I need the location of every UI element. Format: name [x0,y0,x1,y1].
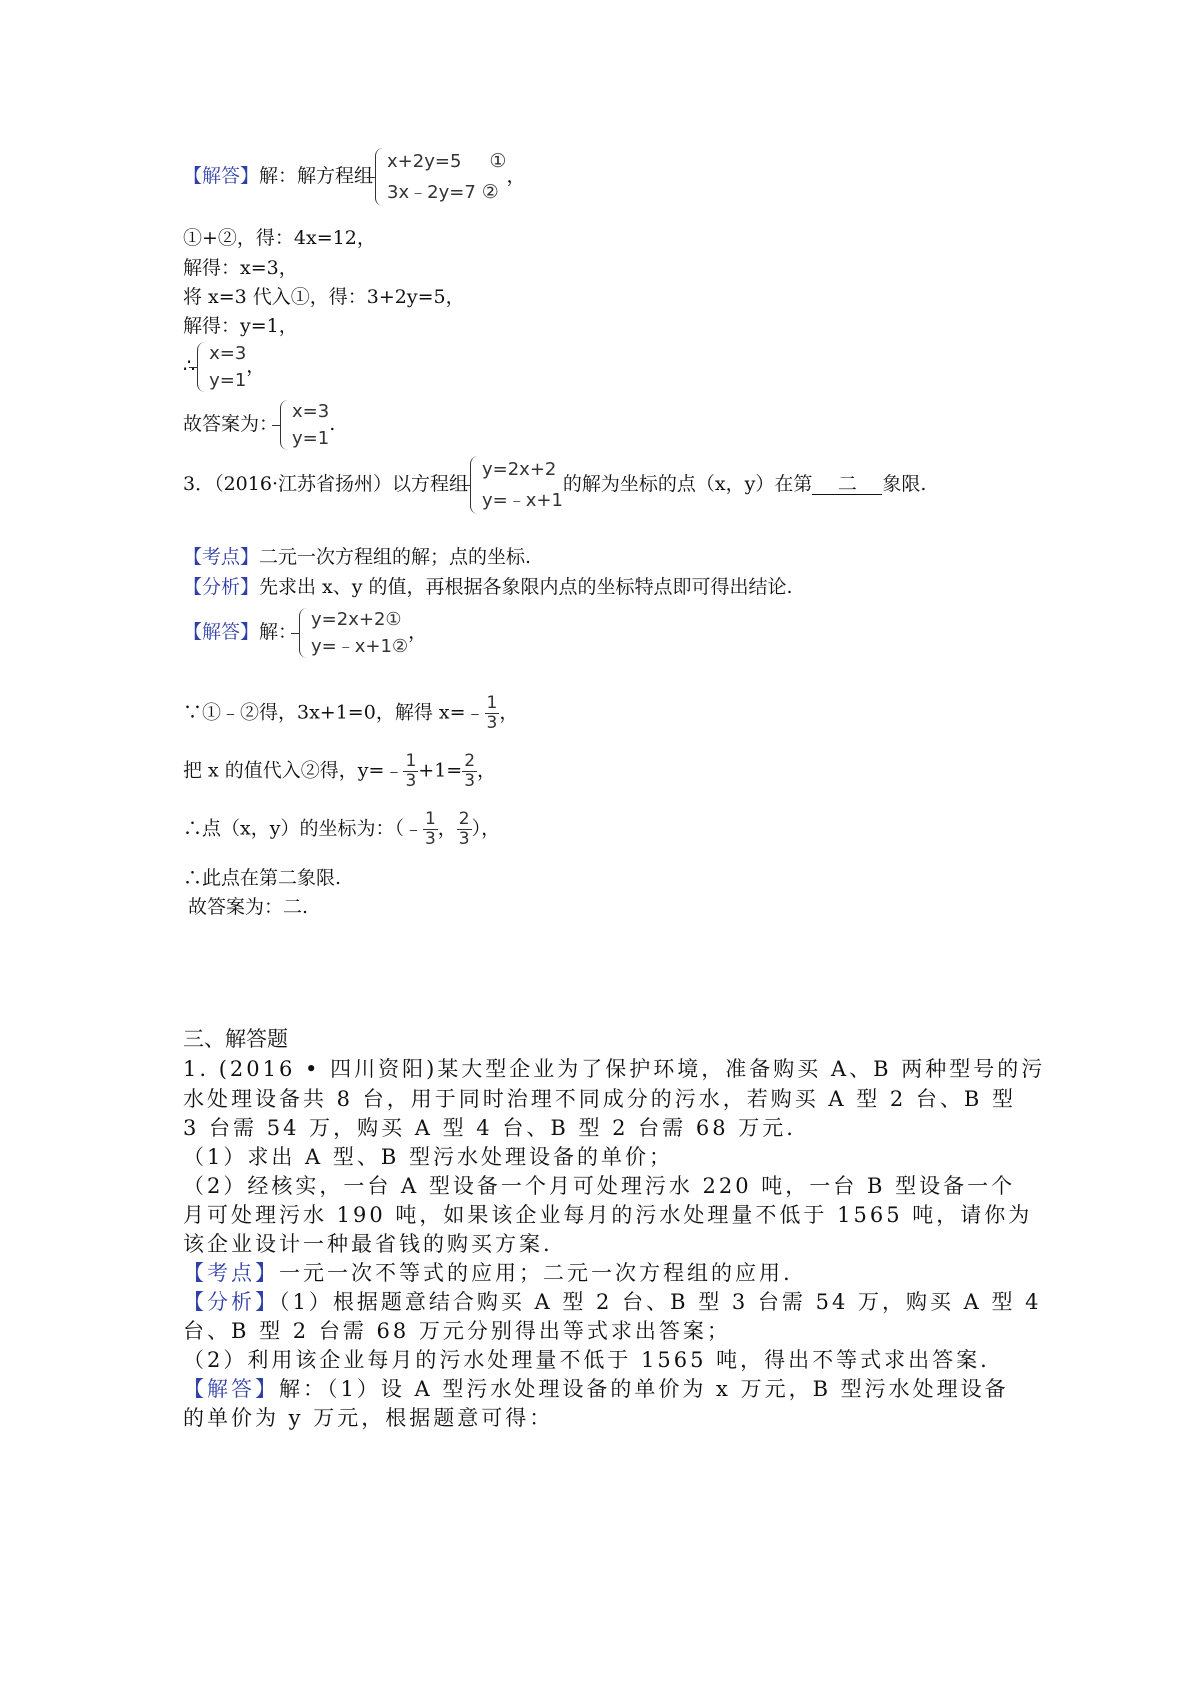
kaodian-line: 【考点】一元一次不等式的应用；二元一次方程组的应用. [183,1261,793,1285]
question-3: 3．（2016·江苏省扬州）以方程组 y=2x+2 y=﹣x+1 的解为坐标的点（x，y）在第 二 象限. [183,454,926,516]
fenxi-line: 【分析】（1）根据题意结合购买 A 型 2 台、B 型 3 台需 54 万，购买 A 型 4 [183,1290,1042,1314]
fenxi-line: （2）利用该企业每月的污水处理量不低于 1565 吨，得出不等式求出答案. [183,1348,990,1372]
problem-text: 1. (2016 • 四川资阳)某大型企业为了保护环境，准备购买 A、B 两种型号的污 [183,1057,1046,1081]
fraction: $\frac{1}{3}$ [486,693,498,733]
answer-lead: 解：解方程组 [259,165,374,187]
calc-line-2: 把 x 的值代入②得，y=﹣ $\frac{1}{3}$ +1= $\frac{2}{3}$ ， [183,751,497,791]
calc-line-1: ∵①﹣②得，3x+1=0，解得 x=﹣ $\frac{1}{3}$ ， [183,693,519,733]
fenxi-line: 【分析】先求出 x、y 的值，再根据各象限内点的坐标特点即可得出结论. [183,576,793,598]
fenxi-line: 台、B 型 2 台需 68 万元分别得出等式求出答案； [183,1319,731,1343]
answer-blank: 二 [812,474,882,495]
kaodian-line: 【考点】二元一次方程组的解；点的坐标. [183,546,532,568]
problem-text: 水处理设备共 8 台，用于同时治理不同成分的污水，若购买 A 型 2 台、B 型 [183,1087,1017,1111]
brace-icon [280,400,290,450]
problem-text: 3 台需 54 万，购买 A 型 4 台、B 型 2 台需 68 万元. [183,1116,796,1140]
calc-line-3: ∴点（x，y）的坐标为：（﹣ $\frac{1}{3}$ ， $\frac{2}{3}$ ）， [183,809,501,849]
equation-system [373,146,506,208]
equation-system: y=2x+2① y=﹣x+1② [297,606,408,660]
section-heading: 三、解答题 [183,1027,288,1051]
problem-text: （1）求出 A 型、B 型污水处理设备的单价； [183,1145,673,1169]
step-line: 将 x=3 代入①，得：3+2y=5， [183,286,465,308]
step-line: ①+②，得：4x=12， [183,227,376,249]
answer-line-system: 【解答】解：解方程组 x+2y=5 ① 3x﹣2y=7 ② ， [183,146,525,208]
jieda-line: 【解答】解： y=2x+2① y=﹣x+1② ， [183,606,427,660]
problem-text: （2）经核实，一台 A 型设备一个月可处理污水 220 吨，一台 B 型设备一个 [183,1174,1016,1198]
conclusion-line: ∴此点在第二象限. [183,867,342,889]
fraction: $\frac{1}{3}$ [405,751,417,791]
answer-line: 故答案为：二. [188,896,309,918]
brace-icon [299,608,309,658]
step-line: 解得：y=1， [183,315,298,337]
problem-text: 月可处理污水 190 吨，如果该企业每月的污水处理量不低于 1565 吨，请你为 [183,1203,1033,1227]
equation-row-1: x+2y=5 ① [387,150,507,172]
step-line: 解得：x=3， [183,257,298,279]
answer-tag: 【解答】 [183,165,260,187]
jieda-line: 的单价为 y 万元，根据题意可得： [183,1406,554,1430]
brace-icon [197,342,207,392]
jieda-line: 【解答】解：（1）设 A 型污水处理设备的单价为 x 万元，B 型污水处理设备 [183,1377,1009,1401]
answer-system: x=3 y=1 [278,398,329,452]
problem-text: 该企业设计一种最省钱的购买方案. [183,1232,553,1256]
answer-line: 故答案为： x=3 y=1 . [183,398,335,452]
equation-row-2: 3x﹣2y=7 ② [387,181,499,203]
fraction: $\frac{1}{3}$ [424,809,436,849]
fraction: $\frac{2}{3}$ [464,751,476,791]
fraction: $\frac{2}{3}$ [458,809,470,849]
brace-icon [470,456,480,514]
solution-system: x=3 y=1 [195,340,246,394]
brace-icon [375,148,385,206]
equation-system: y=2x+2 y=﹣x+1 [468,454,563,516]
solution-line: ∴ x=3 y=1 ， [183,340,265,394]
